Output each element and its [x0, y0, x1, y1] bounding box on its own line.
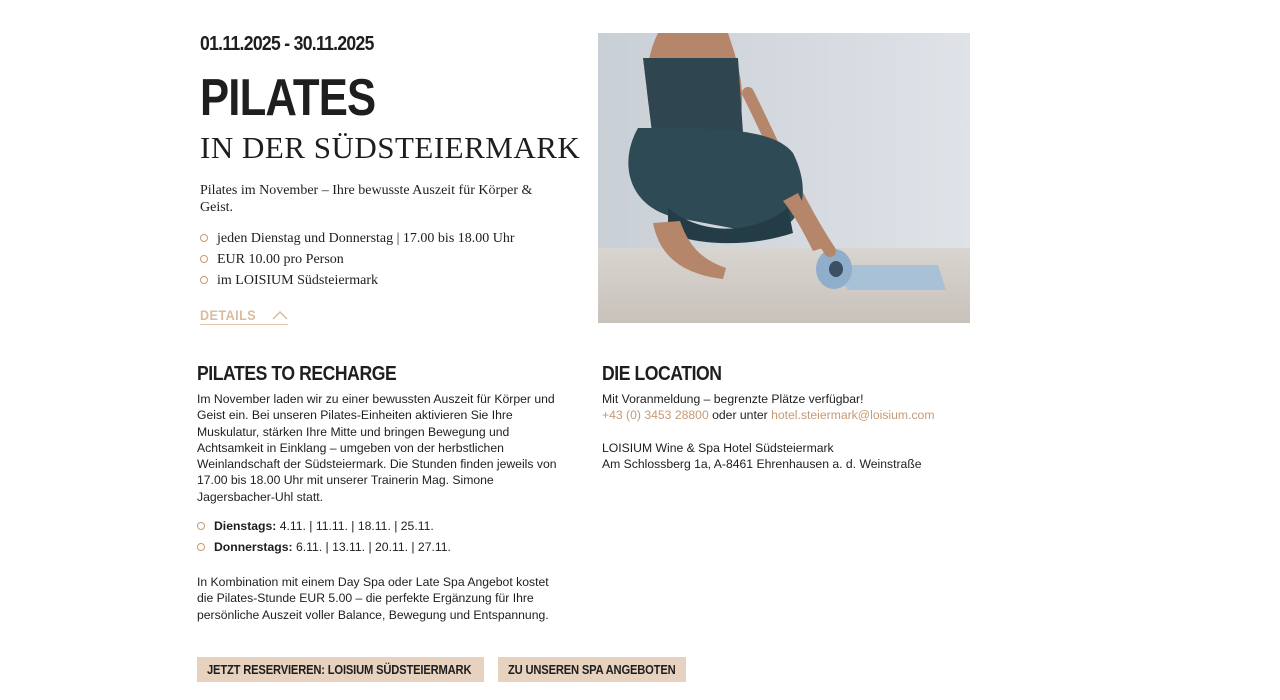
phone-link[interactable]: +43 (0) 3453 28800	[602, 408, 709, 423]
combo-offer-text: In Kombination mit einem Day Spa oder Late Spa Angebot kostet die Pilates-Stunde EUR 5.00 – die perfekte Ergänzung für Ihre persönliche Auszeit voller Balance, Bewegung und Entspannung.	[197, 575, 549, 622]
details-toggle[interactable]	[200, 307, 288, 325]
contact-line	[602, 407, 1002, 423]
date-label: Dienstags:	[214, 519, 277, 533]
list-item	[197, 516, 451, 537]
date-value: 4.11. | 11.11. | 18.11. | 25.11.	[279, 519, 434, 533]
page-title: PILATES	[200, 69, 376, 127]
date-value: 6.11. | 13.11. | 20.11. | 27.11.	[295, 540, 451, 554]
registration-note: Mit Voranmeldung – begrenzte Plätze verfügbar!	[602, 392, 864, 406]
bullet-ring-icon	[197, 522, 205, 530]
bullet-ring-icon	[197, 543, 205, 551]
section-heading-location: DIE LOCATION	[602, 363, 722, 385]
hotel-address: Am Schlossberg 1a, A-8461 Ehrenhausen a. d. Weinstraße	[602, 456, 922, 471]
recharge-text: Im November laden wir zu einer bewussten Auszeit für Körper und Geist ein. Bei unseren Pilates-Einheiten aktivieren Sie Ihre Muskulatur, stärken Ihre Mitte und bringen Bewegung und Achtsamkeit in Einklang – umgeben von der herbstlichen Weinlandschaft der Südsteiermark. Die Stunden finden jeweils von 17.00 bis 18.00 Uhr mit unserer Trainerin Mag. Simone Jagersbacher-Uhl statt.	[197, 392, 557, 504]
list-item: EUR 10.00 pro Person	[200, 249, 515, 270]
contact-connector: oder unter	[712, 408, 768, 423]
bullet-ring-icon	[200, 255, 208, 263]
bullet-ring-icon	[200, 276, 208, 284]
spa-offers-button[interactable]: ZU UNSEREN SPA ANGEBOTEN	[498, 657, 686, 682]
list-item: jeden Dienstag und Donnerstag | 17.00 bis 18.00 Uhr	[200, 228, 515, 249]
list-item: im LOISIUM Südsteiermark	[200, 270, 515, 291]
intro-text: Pilates im November – Ihre bewusste Auszeit für Körper & Geist.	[200, 183, 533, 215]
bullet-ring-icon	[200, 234, 208, 242]
event-facts-list	[200, 228, 515, 291]
hotel-name: LOISIUM Wine & Spa Hotel Südsteiermark	[602, 440, 834, 455]
list-item	[197, 537, 451, 558]
reserve-button[interactable]: JETZT RESERVIEREN: LOISIUM SÜDSTEIERMARK	[197, 657, 484, 682]
date-label: Donnerstags:	[214, 540, 293, 554]
email-link[interactable]: hotel.steiermark@loisium.com	[771, 408, 935, 423]
details-label: DETAILS	[200, 307, 257, 323]
location-info	[602, 391, 1002, 472]
section-heading-recharge: PILATES TO RECHARGE	[197, 363, 397, 385]
page-subtitle: IN DER SÜDSTEIERMARK	[200, 130, 581, 165]
event-date-range: 01.11.2025 - 30.11.2025	[200, 33, 374, 55]
chevron-up-icon	[272, 310, 288, 320]
session-dates-list	[197, 516, 451, 558]
pilates-photo	[598, 33, 970, 323]
